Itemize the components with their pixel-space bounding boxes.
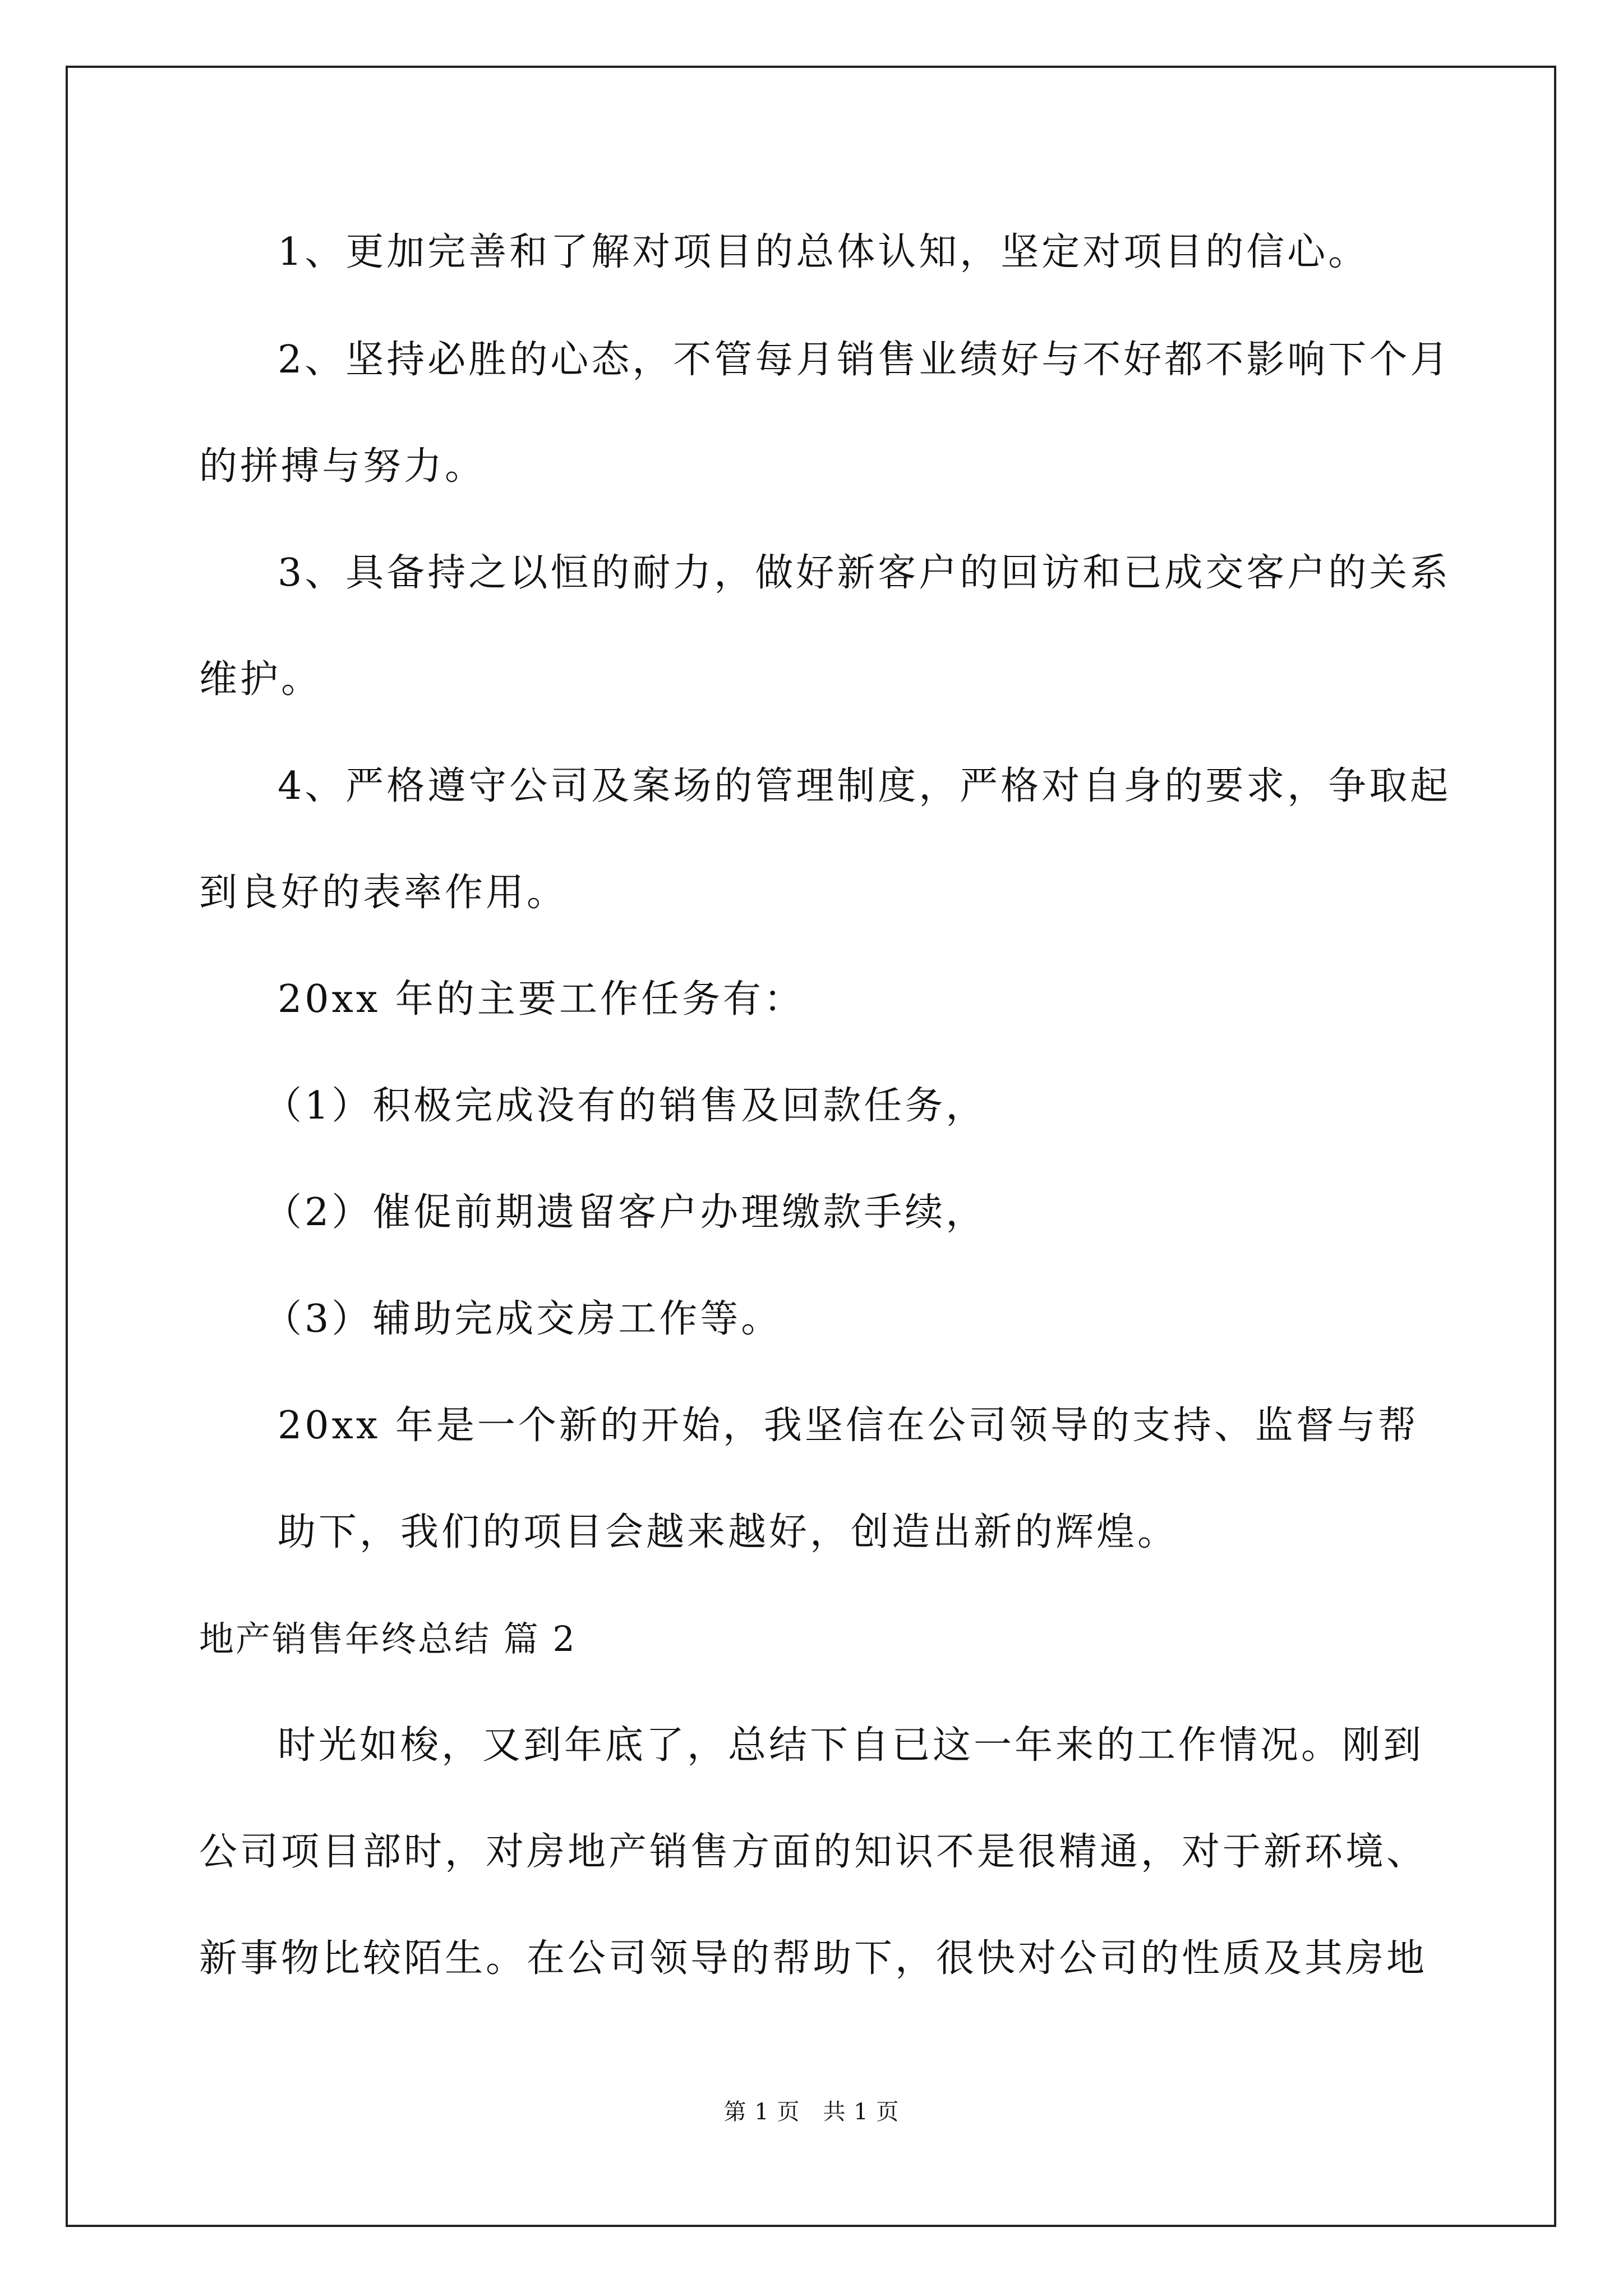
- paragraph-line: 20xx 年的主要工作任务有：: [278, 977, 805, 1022]
- paragraph-line: 助下，我们的项目会越来越好，创造出新的辉煌。: [278, 1510, 1179, 1554]
- paragraph-line: 1、更加完善和了解对项目的总体认知，坚定对项目的信心。: [278, 230, 1370, 274]
- list-item: （2）催促前期遗留客户办理缴款手续，: [264, 1190, 987, 1235]
- paragraph-line: 4、严格遵守公司及案场的管理制度，严格对自身的要求，争取起: [278, 764, 1451, 808]
- paragraph-line: 2、坚持必胜的心态，不管每月销售业绩好与不好都不影响下个月: [278, 338, 1451, 382]
- paragraph-line: 新事物比较陌生。在公司领导的帮助下，很快对公司的性质及其房地: [199, 1936, 1428, 1981]
- list-item: （3）辅助完成交房工作等。: [264, 1297, 782, 1341]
- paragraph-line: 20xx 年是一个新的开始，我坚信在公司领导的支持、监督与帮: [278, 1404, 1419, 1448]
- section-heading: 地产销售年终总结 篇 2: [199, 1618, 577, 1659]
- page-footer: 第 1 页 共 1 页: [723, 2099, 900, 2125]
- page-frame: [66, 66, 1556, 2227]
- paragraph-line: 公司项目部时，对房地产销售方面的知识不是很精通，对于新环境、: [199, 1830, 1428, 1874]
- paragraph-line: 维护。: [199, 657, 322, 702]
- paragraph-line: 到良好的表率作用。: [199, 871, 568, 915]
- paragraph-line: 的拼搏与努力。: [199, 444, 486, 489]
- paragraph-line: 时光如梭，又到年底了，总结下自已这一年来的工作情况。刚到: [278, 1723, 1424, 1768]
- list-item: （1）积极完成没有的销售及回款任务，: [264, 1084, 987, 1128]
- paragraph-line: 3、具备持之以恒的耐力，做好新客户的回访和已成交客户的关系: [278, 551, 1451, 595]
